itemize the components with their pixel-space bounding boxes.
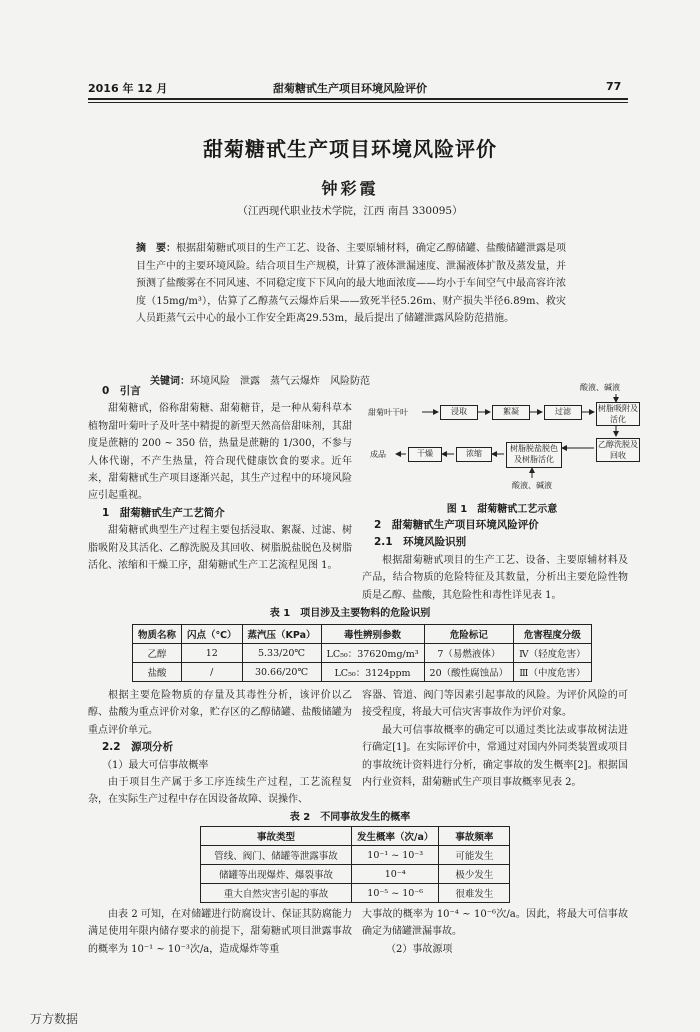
accident-probability-paragraph: 最大可信事故概率的确定可以通过类比法或事故树法进行确定[1]。在实际评价中，常通过对国内外同类装置或项目的事故统计资料进行分析，确定事故的发生概率[2]。根据国内行业资料，甜菊糖甙生产项目事故概率见表 2。 bbox=[362, 724, 628, 789]
table-cell: 储罐等出现爆炸、爆裂事故 bbox=[201, 865, 352, 884]
max-accident-paragraph: 大事故的概率为 10⁻⁴ ~ 10⁻⁶次/a。因此，将最大可信事故确定为储罐泄漏事故。 bbox=[362, 909, 628, 938]
evaluation-object-paragraph: 根据主要危险物质的存量及其毒性分析，该评价以乙醇、盐酸为重点评价对象，贮存区的乙醇储罐、盐酸储罐为重点评价单元。 bbox=[88, 690, 352, 736]
header-rule bbox=[88, 98, 628, 100]
table-row bbox=[201, 846, 510, 865]
paper-title: 甜菊糖甙生产项目环境风险评价 bbox=[203, 137, 497, 161]
bottom-left-column bbox=[88, 906, 352, 958]
step-concentration: 浓缩 bbox=[456, 447, 492, 462]
middle-left-column bbox=[88, 687, 352, 809]
section-2-1-heading: 2.1 环境风险识别 bbox=[374, 536, 467, 549]
t1-header-flash-point: 闪点（℃） bbox=[182, 625, 243, 644]
affiliation: （江西现代职业技术学院，江西 南昌 330095） bbox=[237, 205, 463, 217]
t1-header-hazard-mark: 危险标记 bbox=[424, 625, 514, 644]
step-ethanol-elution: 乙醇洗脱及回收 bbox=[598, 440, 638, 460]
table-cell: Ⅲ（中度危害） bbox=[514, 663, 592, 682]
reagent-note-top: 酸液、碱液 bbox=[580, 383, 620, 392]
table-cell: 管线、阀门、储罐等泄露事故 bbox=[201, 846, 352, 865]
abstract-text: 根据甜菊糖甙项目的生产工艺、设备、主要原辅材料，确定乙醇储罐、盐酸储罐泄露是项目生产中的主要环境风险。结合项目生产规模，计算了液体泄漏速度、泄漏液体扩散及蒸发量，并预测了盐酸雾在不同风速、不同稳定度下下风向的最大地面浓度——均小于车间空气中最高容许浓度（15mg/m³），估算了乙醇蒸气云爆炸后果——致死半径5.26m、财产损失半径6.89m、救灾人员距蒸气云中心的最小工作安全距离29.53m，最后提出了储罐泄露风险防范措施。 bbox=[136, 243, 566, 325]
table-cell: 7（易燃液体） bbox=[424, 644, 514, 663]
table-cell: 很难发生 bbox=[439, 884, 510, 903]
t1-header-hazard-level: 危害程度分级 bbox=[514, 625, 592, 644]
table-cell: 重大自然灾害引起的事故 bbox=[201, 884, 352, 903]
table-cell: 5.33/20℃ bbox=[242, 644, 321, 663]
table-cell: LC₅₀：37620mg/m³ bbox=[321, 644, 424, 663]
table-row bbox=[133, 644, 592, 663]
bottom-right-column bbox=[362, 906, 628, 958]
step-extraction: 浸取 bbox=[440, 405, 478, 420]
table-cell: 10⁻⁴ bbox=[352, 865, 439, 884]
section-0-heading: 0 引言 bbox=[102, 385, 141, 397]
page-number: 77 bbox=[606, 80, 622, 93]
process-paragraph: 甜菊糖甙典型生产过程主要包括浸取、絮凝、过滤、树脂吸附及其活化、乙醇洗脱及其回收、树脂脱盐脱色及树脂活化、浓缩和干燥工序，甜菊糖甙生产工艺流程见图 1。 bbox=[88, 525, 352, 572]
table-cell: 12 bbox=[182, 644, 243, 663]
t1-header-vapor-pressure: 蒸汽压（KPa） bbox=[242, 625, 321, 644]
table-1 bbox=[132, 624, 592, 682]
middle-right-column bbox=[362, 687, 628, 791]
table-row bbox=[201, 865, 510, 884]
step-drying: 干燥 bbox=[408, 447, 442, 462]
table-cell: 10⁻¹ ~ 10⁻³ bbox=[352, 846, 439, 865]
running-title: 甜菊糖甙生产项目环境风险评价 bbox=[273, 82, 427, 95]
table-cell: 10⁻⁵ ~ 10⁻⁶ bbox=[352, 884, 439, 903]
table-cell: 30.66/20℃ bbox=[242, 663, 321, 682]
table-2-caption: 表 2 不同事故发生的概率 bbox=[289, 812, 411, 823]
t1-header-substance: 物质名称 bbox=[133, 625, 182, 644]
t2-header-frequency: 事故频率 bbox=[439, 827, 510, 846]
abstract-label: 摘 要： bbox=[136, 243, 176, 254]
table-2 bbox=[200, 826, 510, 903]
table-cell: 盐酸 bbox=[133, 663, 182, 682]
header-rule-thin bbox=[88, 102, 628, 103]
subsection-probability-heading: （1）最大可信事故概率 bbox=[102, 759, 209, 771]
abstract bbox=[136, 240, 566, 328]
figure-1-caption: 图 1 甜菊糖甙工艺示意 bbox=[446, 504, 558, 515]
left-column bbox=[88, 383, 352, 574]
step-filtration: 过滤 bbox=[544, 405, 582, 420]
table-cell: Ⅳ（轻度危害） bbox=[514, 644, 592, 663]
section-2-2-heading: 2.2 源项分析 bbox=[102, 741, 174, 754]
step-resin-adsorption: 树脂吸附及活化 bbox=[598, 404, 638, 424]
keywords-label: 关键词： bbox=[150, 376, 190, 387]
t2-header-type: 事故类型 bbox=[201, 827, 352, 846]
table-cell: 20（酸性腐蚀品） bbox=[424, 663, 514, 682]
watermark: 万方数据 bbox=[30, 1012, 79, 1026]
risk-identification-paragraph: 根据甜菊糖甙项目的生产工艺、设备、主要原辅材料及产品，结合物质的危险特征及其数量，分析出主要危险性物质是乙醇、盐酸，其危险性和毒性详见表 1。 bbox=[362, 554, 628, 601]
figure-1-process-flow bbox=[362, 382, 642, 512]
table-1-caption: 表 1 项目涉及主要物料的危险识别 bbox=[269, 608, 431, 619]
accident-risk-paragraph: 容器、管道、阀门等因素引起事故的风险。为评价风险的可接受程度，将最大可信灾害事故作为评价对象。 bbox=[362, 690, 628, 719]
table-cell: 乙醇 bbox=[133, 644, 182, 663]
source-term-heading: （2）事故源项 bbox=[386, 943, 453, 955]
reagent-note-bottom: 酸液、碱液 bbox=[512, 481, 552, 490]
keywords-text: 环境风险 泄露 蒸气云爆炸 风险防范 bbox=[190, 376, 370, 387]
raw-material-label: 甜菊叶干叶 bbox=[368, 408, 408, 417]
table-cell: 可能发生 bbox=[439, 846, 510, 865]
step-flocculation: 絮凝 bbox=[492, 405, 530, 420]
author: 钟彩霞 bbox=[321, 179, 379, 198]
process-complexity-paragraph: 由于项目生产属于多工序连续生产过程，工艺流程复杂，在实际生产过程中存在因设备故障、误操作、 bbox=[88, 777, 352, 806]
table-row bbox=[133, 663, 592, 682]
header-date: 2016 年 12 月 bbox=[88, 82, 168, 95]
product-label: 成品 bbox=[370, 450, 386, 459]
section-1-heading: 1 甜菊糖甙生产工艺简介 bbox=[102, 506, 225, 519]
t2-header-probability: 发生概率（次/a） bbox=[352, 827, 439, 846]
table-cell: LC₅₀：3124ppm bbox=[321, 663, 424, 682]
intro-paragraph: 甜菊糖甙，俗称甜菊糖、甜菊糖苷，是一种从菊科草本植物甜叶菊叶子及叶茎中精提的新型天然高倍甜味剂，其甜度是蔗糖的 200 ~ 350 倍，热量是蔗糖的 1/300，不参与人体代谢，不产生热量，符合现代健康饮食的要求。近年来，甜菊糖甙生产项目逐渐兴起，其生产过程中的环境风险应引起重视。 bbox=[88, 403, 352, 502]
t1-header-toxicity: 毒性辨别参数 bbox=[321, 625, 424, 644]
step-resin-decolor: 树脂脱盐脱色及树脂活化 bbox=[506, 442, 562, 468]
conclusion-paragraph: 由表 2 可知，在对储罐进行防腐设计、保证其防腐能力满足使用年限内储存要求的前提下，甜菊糖甙项目泄露事故的概率为 10⁻¹ ~ 10⁻³次/a，造成爆炸等重 bbox=[88, 909, 352, 955]
section-2-heading: 2 甜菊糖甙生产项目环境风险评价 bbox=[374, 519, 539, 531]
table-cell: / bbox=[182, 663, 243, 682]
table-row bbox=[201, 884, 510, 903]
right-column bbox=[362, 517, 628, 604]
table-cell: 极少发生 bbox=[439, 865, 510, 884]
